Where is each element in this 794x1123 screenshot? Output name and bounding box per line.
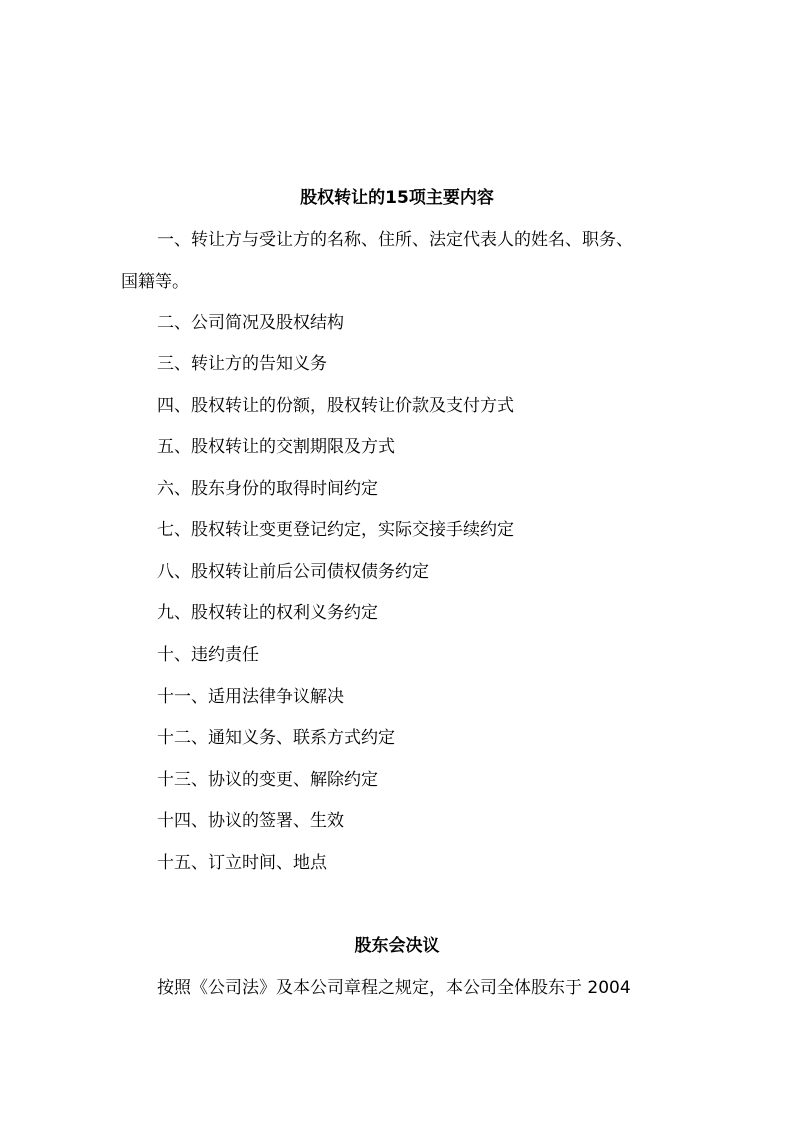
list-item: 九、股权转让的权利义务约定 (157, 603, 378, 623)
list-item: 十五、订立时间、地点 (157, 853, 327, 873)
list-item: 八、股权转让前后公司债权债务约定 (157, 562, 429, 582)
list-item: 三、转让方的告知义务 (157, 354, 327, 374)
list-item: 十三、协议的变更、解除约定 (157, 770, 378, 790)
list-item: 十二、通知义务、联系方式约定 (157, 728, 395, 748)
section-title: 股东会决议 (354, 936, 440, 956)
resolution-paragraph-line-1: 按照《公司法》及本公司章程之规定，本公司全体股东于 2004 (157, 978, 631, 998)
list-item: 十、违约责任 (157, 645, 259, 665)
page-title: 股权转让的15项主要内容 (300, 188, 494, 208)
intro-paragraph-line-2: 国籍等。 (121, 272, 189, 292)
list-item: 十四、协议的签署、生效 (157, 811, 344, 831)
list-item: 四、股权转让的份额，股权转让价款及支付方式 (157, 396, 514, 416)
list-item: 六、股东身份的取得时间约定 (157, 479, 378, 499)
intro-paragraph-line-1: 一、转让方与受让方的名称、住所、法定代表人的姓名、职务、 (157, 230, 633, 250)
list-item: 七、股权转让变更登记约定，实际交接手续约定 (157, 520, 514, 540)
list-item: 五、股权转让的交割期限及方式 (157, 437, 395, 457)
list-item: 十一、适用法律争议解决 (157, 687, 344, 707)
list-item: 二、公司简况及股权结构 (157, 313, 344, 333)
